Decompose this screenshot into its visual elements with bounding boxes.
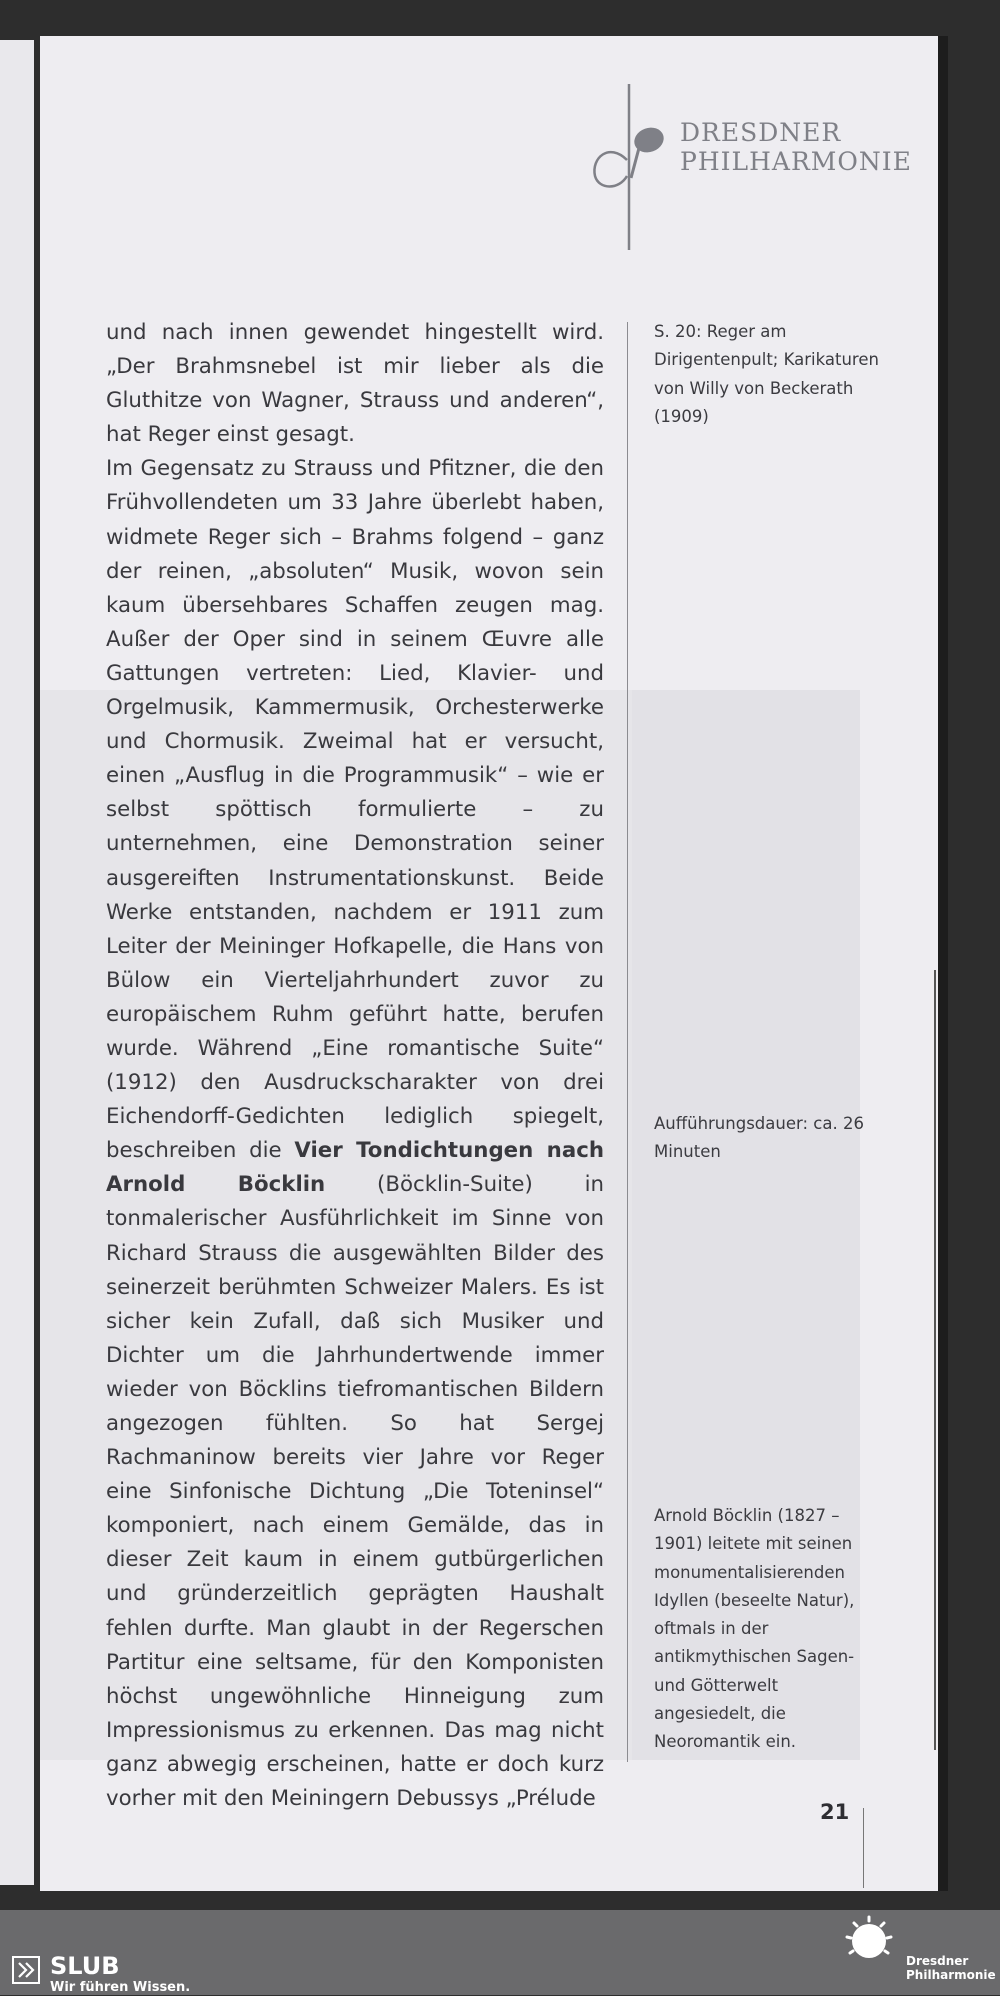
dresdner-philharmonie-logo [585,82,912,252]
main-article-text [106,316,604,1816]
dp-footer-line-1: Dresdner [906,1954,969,1968]
performance-duration: Aufführungsdauer: ca. 26 Minuten [654,1114,864,1162]
dp-note-icon [585,82,675,252]
paragraph-2-part-a: Im Gegensatz zu Strauss und Pfitzner, die den Frühvollendeten um 33 Jahre überlebt haben, widmete Reger sich – Brahms folgend – ganz der reinen, „absoluten“ Musik, wovon sein kaum übersehbares Schaffen zeugen mag. Außer der Oper sind in seinem Œuvre alle Gattungen vertreten: Lied, Klavier- und Orgelmusik, Kammermusik, Orchesterwerke und Chormusik. Zweimal hat er versucht, einen „Ausflug in die Programmusik“ – wie er selbst spöttisch formulierte – zu unternehmen, eine Demonstration seiner ausgereiften Instrumentationskunst. Beide Werke entstanden, nachdem er 1911 zum Leiter der Meininger Hofkapelle, die Hans von Bülow ein Vierteljahrhundert zuvor zu europäischem Ruhm geführt hatte, berufen wurde. Während „Eine romantische Suite“ (1912) den Ausdruckscharakter von drei Eichendorff-Gedichten lediglich spiegelt, beschreiben die [106,456,604,1164]
dresdner-philharmonie-footer-logo[interactable] [840,1910,1000,1995]
page-edge-line [934,970,936,1750]
column-divider [627,322,628,1762]
page-number-rule [863,1808,864,1888]
logo-line-1: DRESDNER [680,118,842,147]
slub-name: SLUB [50,1952,120,1980]
logo-line-2: PHILHARMONIE [680,147,912,176]
image-caption-reger: S. 20: Reger am Dirigentenpult; Karikaturen von Willy von Beckerath (1909) [654,322,879,426]
paragraph-2-part-b: (Böcklin-Suite) in tonmalerischer Ausführlichkeit im Sinne von Richard Strauss die ausgewählten Bilder des seinerzeit berühmten Schweizer Malers. Es ist sicher kein Zufall, daß sich Musiker und Dichter um die Jahrhundertwende immer wieder von Böcklins tiefromantischen Bildern angezogen fühlten. So hat Sergej Rachmaninow bereits vier Jahre vor Reger eine Sinfonische Dichtung „Die Toteninsel“ komponiert, nach einem Gemälde, das in dieser Zeit kaum in einem gutbürgerlichen und gründerzeitlich geprägten Haushalt fehlen durfte. Man glaubt in der Regerschen Partitur eine seltsame, für den Komponisten höchst ungewöhnliche Hinneigung zum Impressionismus zu erkennen. Das mag nicht ganz abwegig erscheinen, hatte er doch kurz vorher mit den Meiningern Debussys „Prélude [106,1172,604,1812]
dp-sun-icon [842,1911,896,1965]
paragraph-2 [106,452,604,1816]
slub-tagline: Wir führen Wissen. [50,1980,191,1995]
paragraph-1: und nach innen gewendet hingestellt wird. „Der Brahmsnebel ist mir lieber als die Gluthitze von Wagner, Strauss und anderen“, hat Reger einst gesagt. [106,320,604,448]
dp-footer-line-2: Philharmonie [906,1968,996,1982]
slub-branding[interactable] [12,1954,190,1996]
work-title-bold: Vier Tondichtungen nach Arnold Böcklin [106,1138,604,1198]
facing-page-edge [0,40,34,1885]
caption-boecklin: Arnold Böcklin (1827 – 1901) leitete mit seinen monumentalisierenden Idyllen (beseelte Natur), oftmals in der antikmythischen Sagen- und Götterwelt angesiedelt, die Neoromantik ein. [654,1506,855,1752]
page-number: 21 [820,1800,850,1824]
page-edge-shadow [938,36,948,1891]
slub-logo-icon [12,1956,40,1984]
